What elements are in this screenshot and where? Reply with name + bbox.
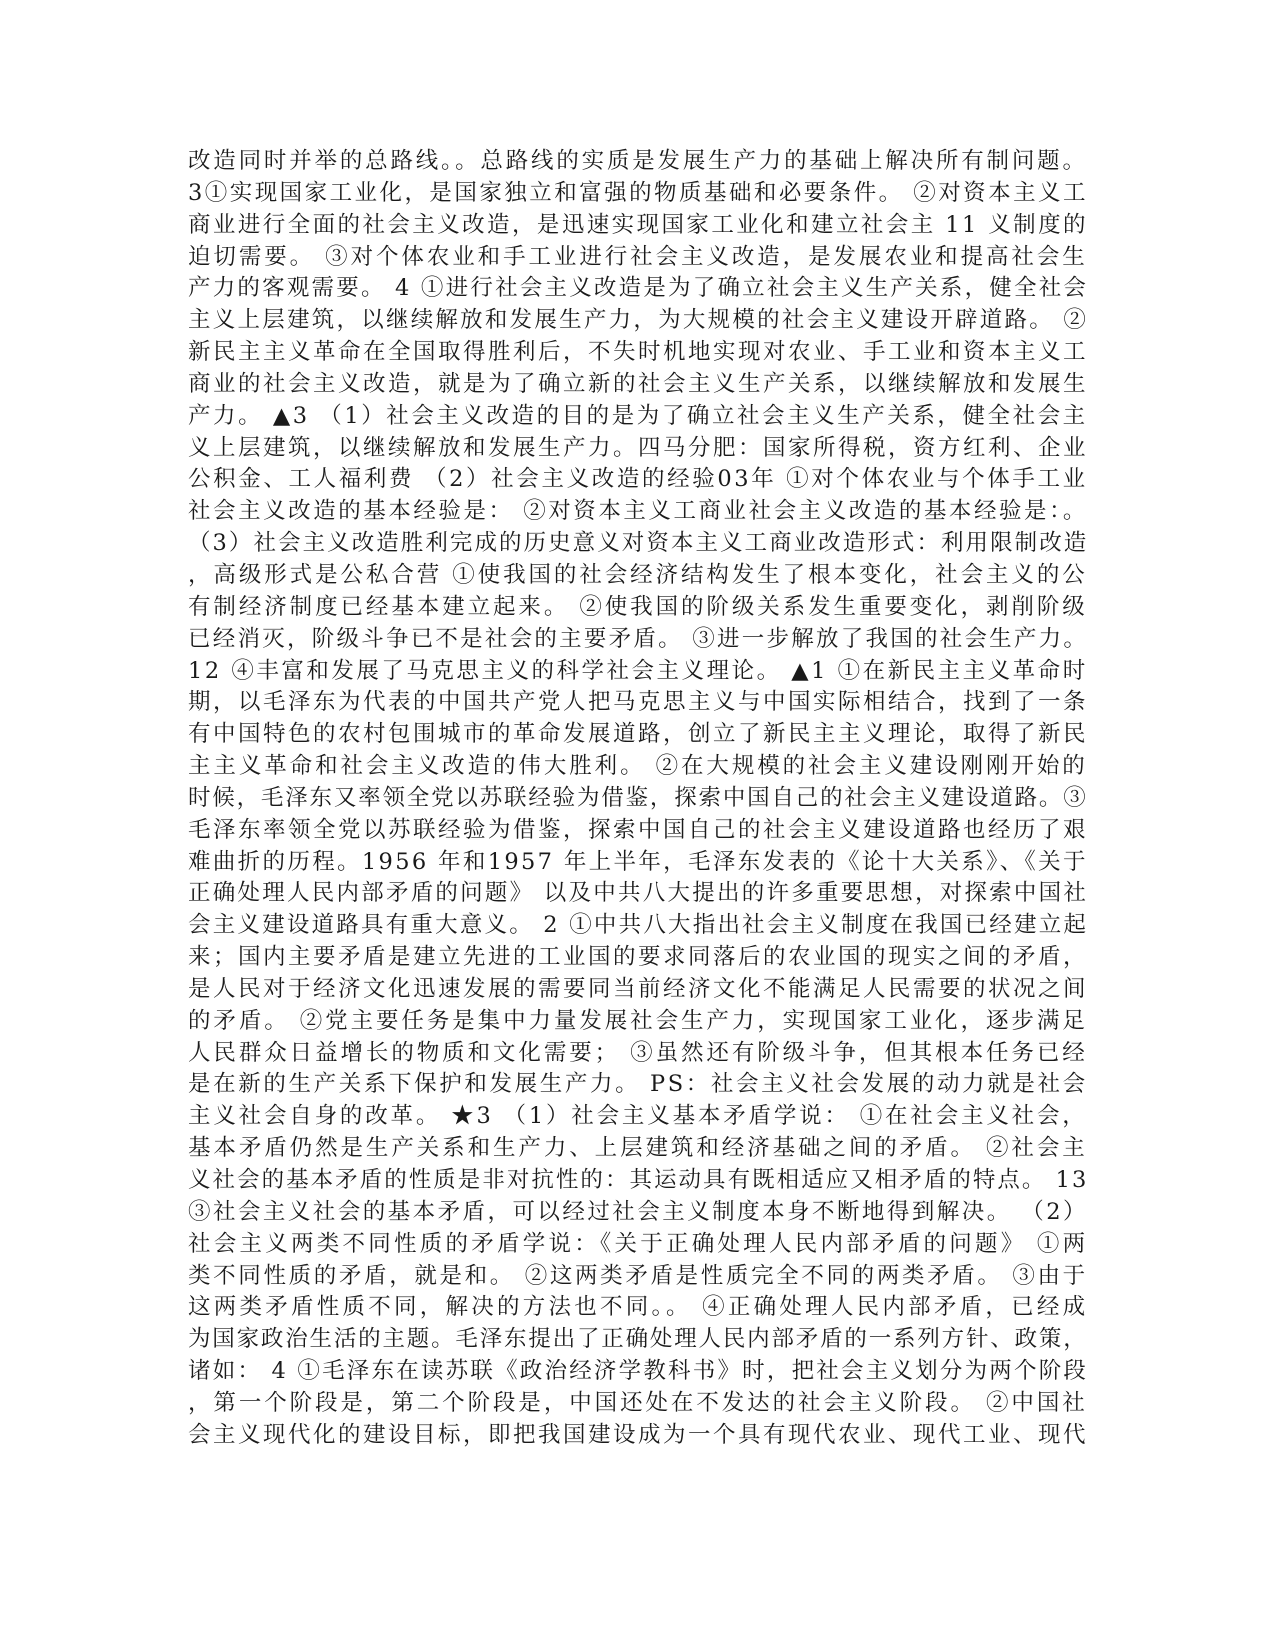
text-line: 来；国内主要矛盾是建立先进的工业国的要求同落后的农业国的现实之间的矛盾， (188, 944, 1088, 971)
text-line: 产力。 ▲3 （1）社会主义改造的目的是为了确立社会主义生产关系，健全社会主 (188, 402, 1088, 429)
text-line: 毛泽东率领全党以苏联经验为借鉴，探索中国自己的社会主义建设道路也经历了艰 (188, 816, 1088, 843)
text-line: 类不同性质的矛盾，就是和。 ②这两类矛盾是性质完全不同的两类矛盾。 ③由于 (188, 1262, 1088, 1289)
text-line: 新民主主义革命在全国取得胜利后，不失时机地实现对农业、手工业和资本主义工 (188, 339, 1088, 366)
text-line: 已经消灭，阶级斗争已不是社会的主要矛盾。 ③进一步解放了我国的社会生产力。 (188, 625, 1088, 652)
text-line: 主义上层建筑，以继续解放和发展生产力，为大规模的社会主义建设开辟道路。 ② (188, 307, 1088, 334)
text-line: 会主义建设道路具有重大意义。 2 ①中共八大指出社会主义制度在我国已经建立起 (188, 912, 1088, 939)
text-line: 迫切需要。 ③对个体农业和手工业进行社会主义改造，是发展农业和提高社会生 (188, 243, 1088, 270)
text-line: 商业的社会主义改造，就是为了确立新的社会主义生产关系，以继续解放和发展生 (188, 370, 1088, 397)
text-line: 时候，毛泽东又率领全党以苏联经验为借鉴，探索中国自己的社会主义建设道路。③ (188, 784, 1088, 811)
text-line: ，高级形式是公私合营 ①使我国的社会经济结构发生了根本变化，社会主义的公 (188, 561, 1088, 588)
text-line: 有制经济制度已经基本建立起来。 ②使我国的阶级关系发生重要变化，剥削阶级 (188, 593, 1088, 620)
text-line: 是在新的生产关系下保护和发展生产力。 PS：社会主义社会发展的动力就是社会 (188, 1071, 1088, 1098)
text-line: ③社会主义社会的基本矛盾，可以经过社会主义制度本身不断地得到解决。 （2） (188, 1198, 1088, 1225)
text-line: 的矛盾。 ②党主要任务是集中力量发展社会生产力，实现国家工业化，逐步满足 (188, 1007, 1088, 1034)
text-line: 改造同时并举的总路线。。总路线的实质是发展生产力的基础上解决所有制问题。 (188, 148, 1088, 174)
body-text (188, 146, 1088, 1452)
text-line: 公积金、工人福利费 （2）社会主义改造的经验03年 ①对个体农业与个体手工业 (188, 466, 1088, 493)
text-line: 这两类矛盾性质不同，解决的方法也不同。。 ④正确处理人民内部矛盾，已经成 (188, 1294, 1088, 1321)
text-line: 社会主义改造的基本经验是： ②对资本主义工商业社会主义改造的基本经验是：。 (188, 498, 1088, 525)
text-line: 主主义革命和社会主义改造的伟大胜利。 ②在大规模的社会主义建设刚刚开始的 (188, 753, 1088, 780)
text-line: 会主义现代化的建设目标，即把我国建设成为一个具有现代农业、现代工业、现代 (188, 1421, 1088, 1448)
text-line: 是人民对于经济文化迅速发展的需要同当前经济文化不能满足人民需要的状况之间 (188, 975, 1088, 1002)
text-line: ，第一个阶段是，第二个阶段是，中国还处在不发达的社会主义阶段。 ②中国社 (188, 1389, 1088, 1416)
text-line: 主义社会自身的改革。 ★3 （1）社会主义基本矛盾学说： ①在社会主义社会， (188, 1103, 1088, 1130)
text-line: 义社会的基本矛盾的性质是非对抗性的：其运动具有既相适应又相矛盾的特点。 13 (188, 1167, 1088, 1193)
text-line: 义上层建筑，以继续解放和发展生产力。四马分肥：国家所得税，资方红利、企业 (188, 434, 1088, 461)
text-line: 人民群众日益增长的物质和文化需要； ③虽然还有阶级斗争，但其根本任务已经 (188, 1039, 1088, 1066)
text-line: 为国家政治生活的主题。毛泽东提出了正确处理人民内部矛盾的一系列方针、政策， (188, 1326, 1088, 1353)
text-line: 3①实现国家工业化，是国家独立和富强的物质基础和必要条件。 ②对资本主义工 (188, 179, 1088, 206)
text-line: 12 ④丰富和发展了马克思主义的科学社会主义理论。 ▲1 ①在新民主主义革命时 (188, 657, 1088, 684)
text-line: （3）社会主义改造胜利完成的历史意义对资本主义工商业改造形式：利用限制改造 (188, 530, 1088, 557)
text-line: 社会主义两类不同性质的矛盾学说：《关于正确处理人民内部矛盾的问题》 ①两 (188, 1230, 1088, 1257)
text-line: 产力的客观需要。 4 ①进行社会主义改造是为了确立社会主义生产关系，健全社会 (188, 275, 1088, 302)
text-line: 正确处理人民内部矛盾的问题》 以及中共八大提出的许多重要思想，对探索中国社 (188, 880, 1088, 907)
text-line: 基本矛盾仍然是生产关系和生产力、上层建筑和经济基础之间的矛盾。 ②社会主 (188, 1135, 1088, 1162)
text-line: 有中国特色的农村包围城市的革命发展道路，创立了新民主主义理论，取得了新民 (188, 721, 1088, 748)
text-line: 难曲折的历程。1956 年和1957 年上半年，毛泽东发表的《论十大关系》、《关于 (188, 848, 1088, 875)
text-line: 期，以毛泽东为代表的中国共产党人把马克思主义与中国实际相结合，找到了一条 (188, 689, 1088, 716)
text-line: 商业进行全面的社会主义改造，是迅速实现国家工业化和建立社会主 11 义制度的 (188, 211, 1088, 238)
text-line: 诸如： 4 ①毛泽东在读苏联《政治经济学教科书》时，把社会主义划分为两个阶段 (188, 1358, 1088, 1385)
